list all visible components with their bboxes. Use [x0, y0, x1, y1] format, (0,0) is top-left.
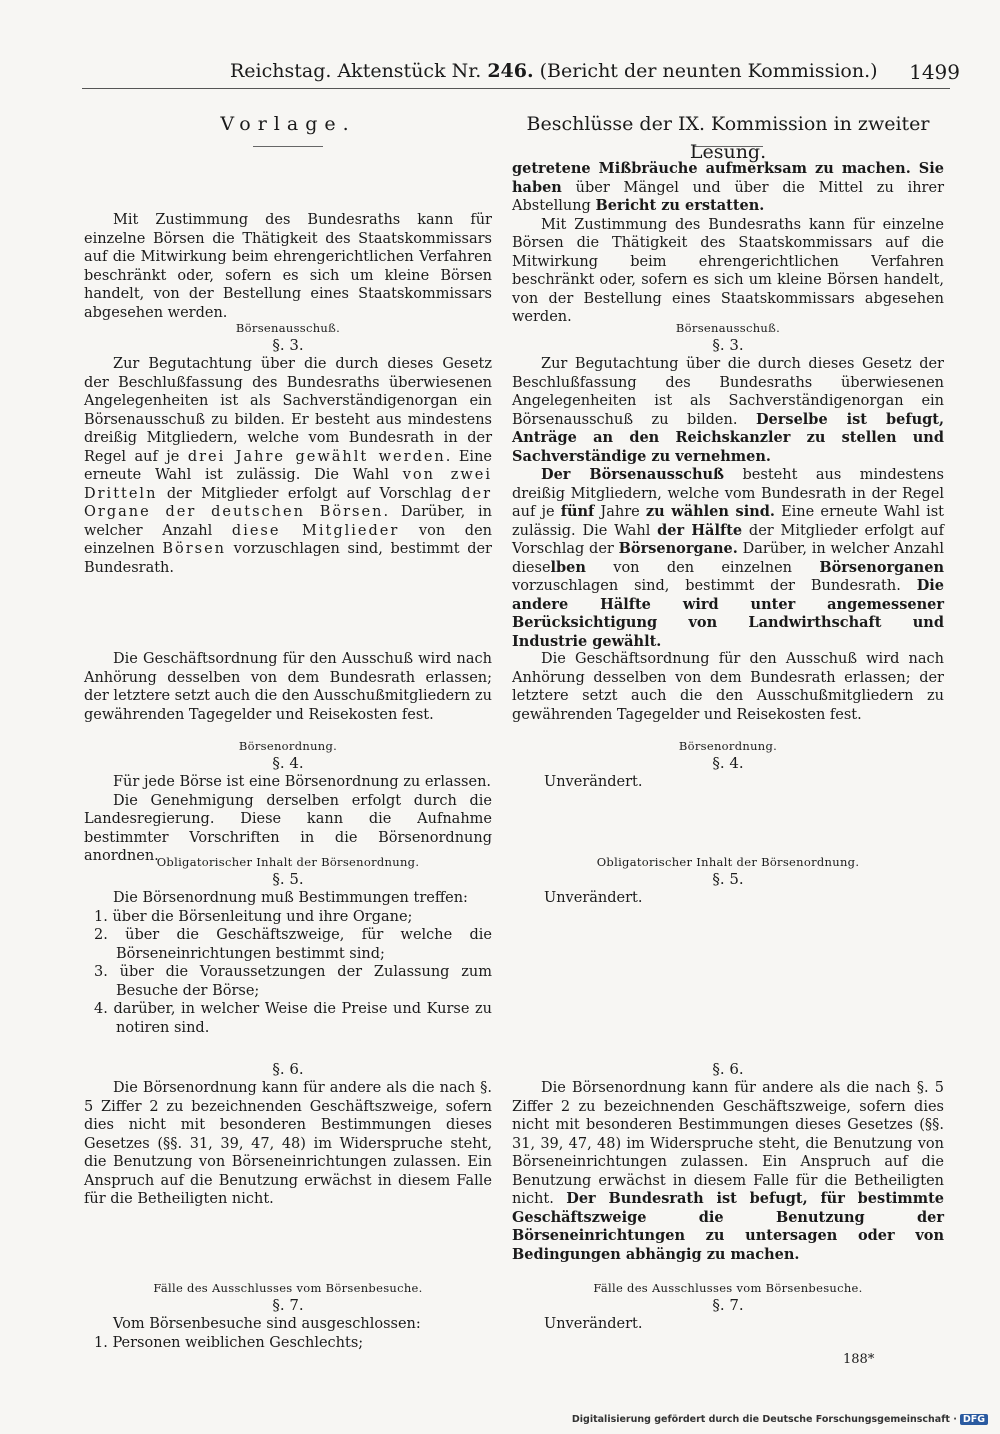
left-s6-paragraph: Die Börsenordnung kann für andere als die nach §. 5 Ziffer 2 zu bezeichnenden Geschäftszweige, sofern dies nicht mit besonderen Bestimmungen dieses Gesetzes (§§. 31, 39, 47, 48) im Widerspruche steht, die Benutzung von Börseneinrichtungen zulassen. Ein Anspruch auf die Benutzung erwächst in diesem Falle für die Betheiligten nicht.: [84, 1080, 492, 1207]
right-s5-number: §. 5.: [712, 870, 744, 888]
right-s4-number: §. 4.: [712, 754, 744, 772]
left-s4-heading: Börsenordnung.: [238, 739, 338, 753]
right-column-title: Beschlüsse der IX. Kommission in zweiter Lesung.: [526, 113, 930, 163]
left-section-7: [84, 1280, 492, 1352]
right-section-4: [512, 738, 944, 792]
right-s3-rules-paragraph: Die Geschäftsordnung für den Ausschuß wird nach Anhörung desselben von dem Bundesrath erlassen; der letztere setzt auch die den Ausschußmitgliedern zu gewährenden Tagegelder und Reisekosten fest.: [512, 651, 944, 723]
left-s6-number: §. 6.: [272, 1060, 304, 1078]
left-s3-rules-block: [84, 650, 492, 724]
right-s3-paragraph-1: Zur Begutachtung über die durch dieses Gesetz der Beschlußfassung des Bundesraths überwiesenen Angelegenheiten ist als Sachverständigenorgan ein Börsenausschuß zu bilden. Derselbe ist befugt, Anträge an den Reichskanzler zu stellen und Sachverständige zu vernehmen.: [512, 356, 945, 465]
left-column-title: Vorlage.: [220, 113, 356, 135]
right-s7-unchanged: Unverändert.: [544, 1316, 643, 1332]
header-rule: [82, 88, 950, 89]
header-title: [230, 60, 878, 82]
digitization-credit: [572, 1414, 988, 1425]
left-intro-paragraph: Mit Zustimmung des Bundesraths kann für einzelne Börsen die Thätigkeit des Staatskommissars auf die Mitwirkung beim ehrengerichtlichen Verfahren beschränkt oder, sofern es sich um kleine Börsen handelt, von der Bestellung eines Staatskommissars abgesehen werden.: [84, 212, 492, 321]
right-top-continuation: [512, 160, 944, 327]
running-header: [220, 60, 960, 86]
left-s3-heading: Börsenausschuß.: [235, 321, 341, 335]
right-s4-heading: Börsenordnung.: [678, 739, 778, 753]
left-s4-paragraph-2: Die Genehmigung derselben erfolgt durch die Landesregierung. Diese kann die Aufnahme bestimmter Vorschriften in die Börsenordnung anordnen.: [84, 792, 492, 864]
right-s7-heading: Fälle des Ausschlusses vom Börsenbesuche.: [593, 1281, 863, 1295]
right-s3-paragraph-2: Der Börsenausschuß besteht aus mindestens dreißig Mitgliedern, welche vom Bundesrath in der Regel auf je fünf Jahre zu wählen sind. Eine erneute Wahl ist zulässig. Die Wahl der Hälfte der Mitglieder erfolgt auf Vorschlag der Börsenorgane. Darüber, in welcher Anzahl dieselben von den einzelnen Börsenorganen vorzuschlagen sind, bestimmt der Bundesrath. Die andere Hälfte wird unter angemessener Berücksichtigung von Landwirthschaft und Industrie gewählt.: [512, 466, 945, 650]
right-s5-heading: Obligatorischer Inhalt der Börsenordnung.: [596, 855, 860, 869]
left-s5-intro: Die Börsenordnung muß Bestimmungen treffen:: [113, 890, 468, 906]
left-s7-number: §. 7.: [272, 1296, 304, 1314]
left-s5-item: 2. über die Geschäftszweige, für welche die Börseneinrichtungen bestimmt sind;: [94, 927, 492, 962]
left-s3-rules-paragraph: Die Geschäftsordnung für den Ausschuß wird nach Anhörung desselben von dem Bundesrath erlassen; der letztere setzt auch die den Ausschußmitgliedern zu gewährenden Tagegelder und Reisekosten fest.: [84, 651, 492, 723]
left-s4-number: §. 4.: [272, 754, 304, 772]
right-section-6: [512, 1060, 944, 1264]
left-section-5: [84, 854, 492, 1037]
header-title-suffix: (Bericht der neunten Kommission.): [533, 60, 878, 82]
left-s5-item: 4. darüber, in welcher Weise die Preise und Kurse zu notiren sind.: [94, 1001, 492, 1036]
sheet-number: 188*: [843, 1352, 875, 1367]
right-s3-number: §. 3.: [712, 336, 744, 354]
left-s3-number: §. 3.: [272, 336, 304, 354]
left-section-6: [84, 1060, 492, 1209]
left-s7-item: 1. Personen weiblichen Geschlechts;: [94, 1334, 364, 1351]
right-continuation-paragraph: getretene Mißbräuche aufmerksam zu machen. Sie haben über Mängel und über die Mittel zu ihrer Abstellung Bericht zu erstatten.: [512, 160, 944, 214]
page-number: 1499: [909, 60, 960, 84]
right-column: [512, 110, 945, 1332]
right-s3-heading: Börsenausschuß.: [675, 321, 781, 335]
header-document-number: 246.: [487, 60, 534, 82]
right-s6-number: §. 6.: [712, 1060, 744, 1078]
left-s5-number: §. 5.: [272, 870, 304, 888]
right-section-3: [512, 320, 944, 651]
right-s5-unchanged: Unverändert.: [544, 890, 643, 906]
left-title-rule: [253, 146, 323, 147]
left-s5-heading: Obligatorischer Inhalt der Börsenordnung.: [156, 855, 420, 869]
left-section-3: [84, 320, 492, 577]
right-section-7: [512, 1280, 944, 1334]
left-s7-heading: Fälle des Ausschlusses vom Börsenbesuche.: [153, 1281, 423, 1295]
left-intro-block: [84, 211, 492, 322]
dfg-logo: DFG: [960, 1414, 988, 1425]
right-s4-unchanged: Unverändert.: [544, 774, 643, 790]
left-s3-paragraph: Zur Begutachtung über die durch dieses Gesetz der Beschlußfassung des Bundesraths überwiesenen Angelegenheiten ist als Sachverständigenorgan ein Börsenausschuß zu bilden. Er besteht aus mindestens dreißig Mitgliedern, welche vom Bundesrath in der Regel auf je drei Jahre gewählt werden. Eine erneute Wahl ist zulässig. Die Wahl von zwei Dritteln der Mitglieder erfolgt auf Vorschlag der Organe der deutschen Börsen. Darüber, in welcher Anzahl diese Mitglieder von den einzelnen Börsen vorzuschlagen sind, bestimmt der Bundesrath.: [84, 356, 492, 576]
left-column: [84, 110, 492, 1351]
left-s4-paragraph-1: Für jede Börse ist eine Börsenordnung zu erlassen.: [113, 774, 492, 790]
header-title-prefix: Reichstag. Aktenstück Nr.: [230, 60, 488, 82]
right-intro-paragraph: Mit Zustimmung des Bundesraths kann für einzelne Börsen die Thätigkeit des Staatskommissars auf die Mitwirkung beim ehrengerichtlichen Verfahren beschränkt oder, sofern es sich um kleine Börsen handelt, von der Bestellung eines Staatskommissars abgesehen werden.: [512, 216, 944, 325]
credit-text: Digitalisierung gefördert durch die Deutsche Forschungsgemeinschaft ·: [571, 1414, 957, 1425]
right-s3-rules-block: [512, 650, 944, 724]
left-section-4: [84, 738, 492, 866]
right-s7-number: §. 7.: [712, 1296, 744, 1314]
right-s6-paragraph: Die Börsenordnung kann für andere als die nach §. 5 Ziffer 2 zu bezeichnenden Geschäftszweige, sofern dies nicht mit besonderen Bestimmungen dieses Gesetzes (§§. 31, 39, 47, 48) im Widerspruche steht, die Benutzung von Börseneinrichtungen zulassen. Ein Anspruch auf die Benutzung erwächst in diesem Falle für die Betheiligten nicht. Der Bundesrath ist befugt, für bestimmte Geschäftszweige die Benutzung der Börseneinrichtungen zu untersagen oder von Bedingungen abhängig zu machen.: [512, 1080, 945, 1263]
left-s7-intro: Vom Börsenbesuche sind ausgeschlossen:: [113, 1316, 421, 1332]
right-section-5: [512, 854, 944, 908]
left-s5-item: 1. über die Börsenleitung und ihre Organe;: [94, 908, 413, 925]
left-s5-item: 3. über die Voraussetzungen der Zulassung zum Besuche der Börse;: [94, 964, 492, 999]
